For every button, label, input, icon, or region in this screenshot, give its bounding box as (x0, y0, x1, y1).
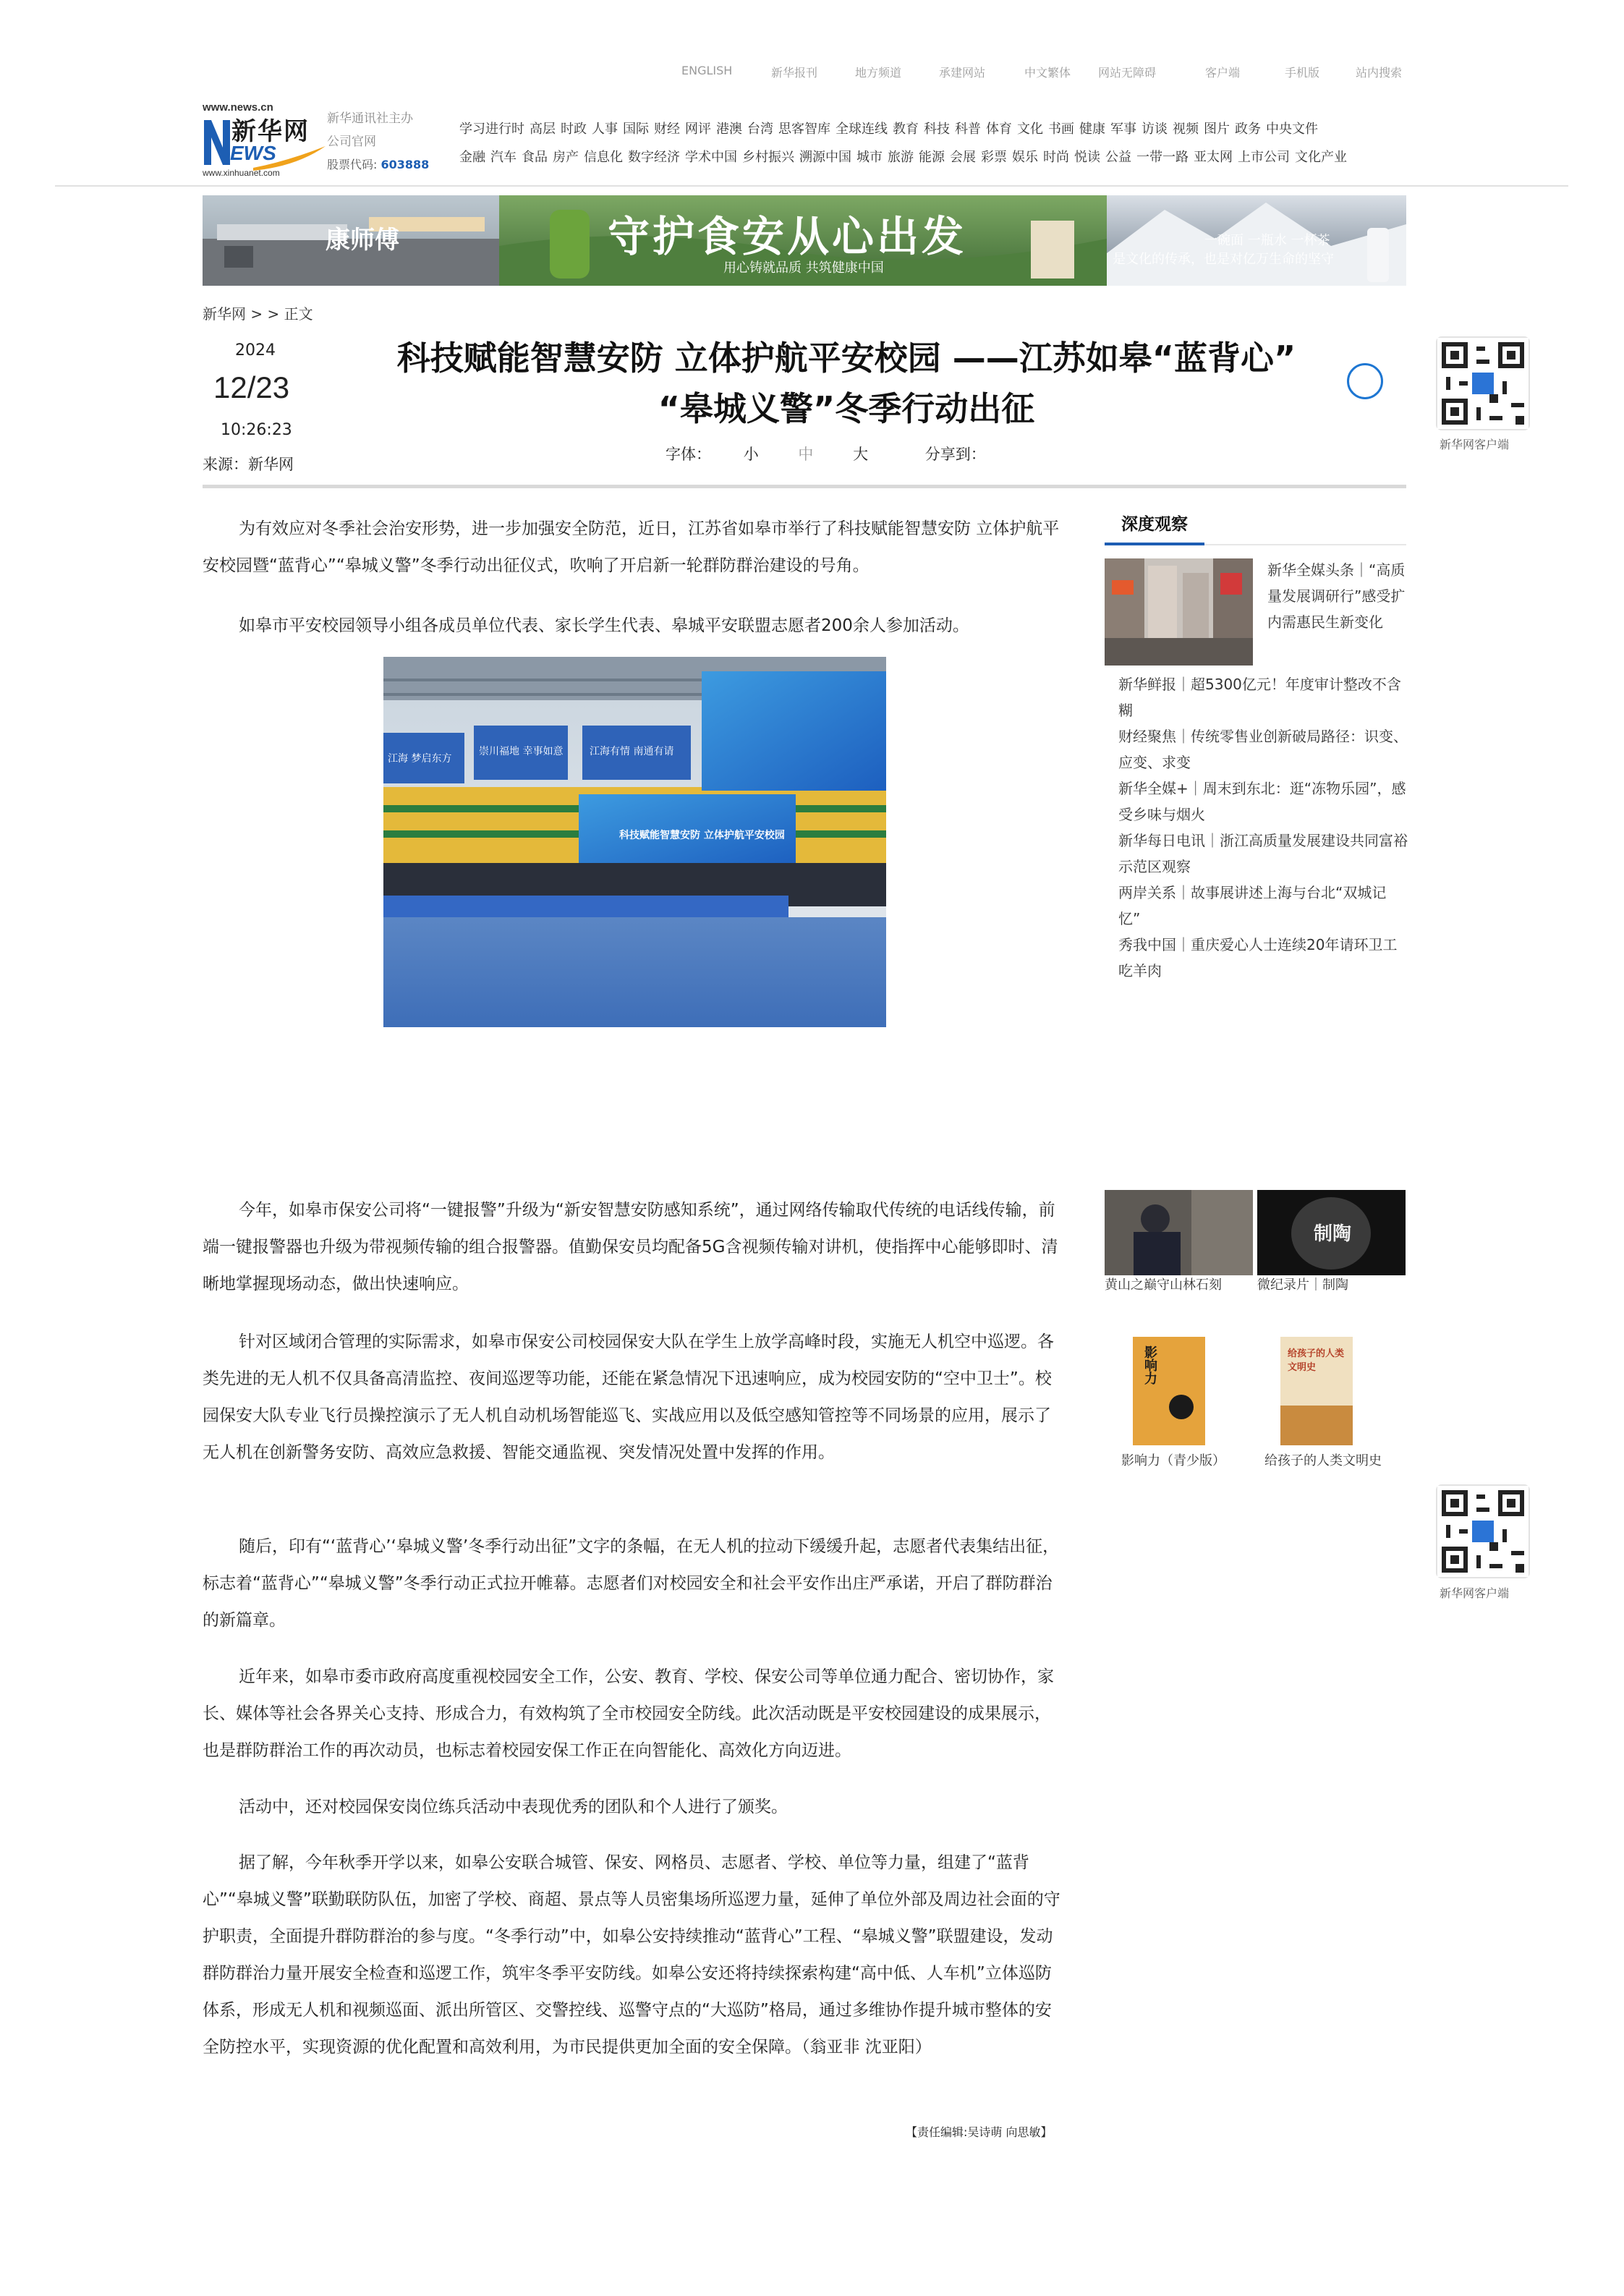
nav-item[interactable]: 房产 (553, 150, 579, 165)
article-paragraph: 今年，如皋市保安公司将“一键报警”升级为“新安智慧安防感知系统”，通过网络传输取代传统的电话线传输，前端一键报警器也升级为带视频传输的组合报警器。值勤保安员均配备5G含视频传输对讲机，使指挥中心能够即时、清晰地掌握现场动态，做出快速响应。 (203, 1201, 1058, 1293)
nav-item[interactable]: 文化产业 (1295, 150, 1347, 165)
util-link-traditional[interactable]: 中文繁体 (1024, 66, 1071, 80)
logo-swoosh (253, 146, 326, 171)
book-cover-title: 影响力 (1142, 1345, 1157, 1385)
nav-item[interactable]: 城市 (856, 150, 883, 165)
article-paragraph: 近年来，如皋市委市政府高度重视校园安全工作，公安、教育、学校、保安公司等单位通力配合、密切协作，家长、媒体等社会各界关心支持、形成合力，有效构筑了全市校园安全防线。此次活动既是平安校园建设的成果展示，也是群防群治工作的再次动员，也标志着校园安保工作正在向智能化、高效化方向迈进。 (203, 1667, 1054, 1760)
nav-item[interactable]: 政务 (1235, 122, 1261, 137)
nav-item[interactable]: 食品 (522, 150, 548, 165)
sidebar-header (1105, 506, 1406, 545)
font-size-tools (666, 443, 986, 464)
nav-item[interactable]: 娱乐 (1012, 150, 1038, 165)
nav-item[interactable]: 溯源中国 (799, 150, 851, 165)
article-paragraph: 据了解，今年秋季开学以来，如皋公安联合城管、保安、网格员、志愿者、学校、单位等力量，组建了“蓝背心”“皋城义警”联勤联防队伍，加密了学校、商超、景点等人员密集场所巡逻力量，延伸了单位外部及周边社会面的守护职责，全面提升群防群治的参与度。“冬季行动”中，如皋公安持续推动“蓝背心”工程、“皋城义警”联盟建设，发动群防群治力量开展安全检查和巡逻工作，筑牢冬季平安防线。如皋公安还将持续探索构建“高中低、人车机”立体巡防体系，形成无人机和视频巡面、派出所管区、交警控线、巡警守点的“大巡防”格局，通过多维协作提升城市整体的安全防控水平，实现资源的优化配置和高效利用，为市民提供更加全面的安全保障。（翁亚非 沈亚阳） (203, 1853, 1060, 2057)
date-month-day: 12/23 (213, 370, 290, 404)
nav-item[interactable]: 文化 (1017, 122, 1043, 137)
sidebar-list-item[interactable]: 新华每日电讯｜浙江高质量发展建设共同富裕示范区观察 (1118, 832, 1408, 875)
video-caption[interactable]: 黄山之巅守山林石刻 (1105, 1277, 1222, 1293)
nav-item[interactable]: 信息化 (584, 150, 623, 165)
qr-code-icon[interactable] (1436, 336, 1530, 430)
nav-item[interactable]: 能源 (919, 150, 945, 165)
sidebar-list (1118, 671, 1408, 984)
nav-item[interactable]: 健康 (1079, 122, 1105, 137)
nav-item[interactable]: 一带一路 (1136, 150, 1189, 165)
header-divider (55, 185, 1568, 187)
nav-item[interactable]: 高层 (530, 122, 556, 137)
logo-n-mark (203, 114, 231, 166)
main-nav-row2 (459, 147, 1352, 166)
qr-label: 新华网客户端 (1440, 1586, 1510, 1600)
video-overlay-text: 制陶 (1314, 1223, 1352, 1245)
nav-item[interactable]: 教育 (893, 122, 919, 137)
title-divider (203, 485, 1406, 488)
sidebar-list-item[interactable]: 两岸关系｜故事展讲述上海与台北“双城记忆” (1118, 884, 1387, 927)
book-cover[interactable] (1280, 1337, 1353, 1445)
video-thumb[interactable] (1105, 1190, 1253, 1275)
sidebar-tab-deep[interactable]: 深度观察 (1105, 506, 1204, 545)
nav-item[interactable]: 视频 (1173, 122, 1199, 137)
org-line2: 公司官网 (327, 135, 376, 149)
logo-ews: EWS (230, 142, 276, 164)
video-art (1105, 1190, 1253, 1275)
nav-item[interactable]: 学术中国 (685, 150, 737, 165)
article-source: 来源：新华网 (203, 456, 294, 473)
nav-item[interactable]: 会展 (950, 150, 976, 165)
banner-slogan-sub: 用心铸就品质 共筑健康中国 (723, 260, 884, 276)
photo-board: 崇川福地 幸事如意 (479, 746, 564, 757)
title-line1: 科技赋能智慧安防 立体护航平安校园 ——江苏如皋“蓝背心” (396, 339, 1296, 378)
nav-item[interactable]: 访谈 (1142, 122, 1168, 137)
date-year: 2024 (235, 341, 276, 360)
logo-url-bottom: www.xinhuanet.com (203, 168, 280, 178)
nav-item[interactable]: 国际 (623, 122, 649, 137)
article-photo (383, 657, 886, 1027)
sidebar-list-item[interactable]: 新华全媒+｜周末到东北：逛“冻物乐园”，感受乡味与烟火 (1118, 780, 1406, 823)
nav-item[interactable]: 时政 (561, 122, 587, 137)
font-large-button[interactable]: 大 (853, 446, 869, 463)
qr-pattern (1437, 1486, 1529, 1577)
panda-icon (1169, 1395, 1194, 1419)
video-thumb[interactable] (1257, 1190, 1406, 1275)
util-link-accessibility[interactable]: 网站无障碍 (1098, 66, 1157, 80)
title-line2: “皋城义警”冬季行动出征 (658, 389, 1035, 428)
font-label: 字体： (666, 446, 711, 463)
nav-item[interactable]: 悦读 (1074, 150, 1100, 165)
nav-item[interactable]: 彩票 (981, 150, 1007, 165)
article-paragraph: 随后，印有“‘蓝背心’‘皋城义警’冬季行动出征”文字的条幅，在无人机的拉动下缓缓升起，志愿者代表集结出征，标志着“蓝背心”“皋城义警”冬季行动正式拉开帷幕。志愿者们对校园安全和社会平安作出庄严承诺，开启了群防群治的新篇章。 (203, 1537, 1060, 1630)
nav-item[interactable]: 书画 (1048, 122, 1074, 137)
banner-right-line1: 一碗面 一瓶水 一杯茶 (1204, 233, 1330, 248)
nav-item[interactable]: 汽车 (490, 150, 516, 165)
sidebar-featured-link[interactable]: 新华全媒头条｜“高质量发展调研行”感受扩内需惠民生新变化 (1267, 561, 1406, 631)
util-link-english[interactable]: ENGLISH (681, 64, 733, 77)
sidebar-featured-image[interactable] (1105, 558, 1253, 666)
qr-pattern (1437, 338, 1529, 429)
nav-item[interactable]: 科普 (955, 122, 981, 137)
share-label: 分享到： (924, 446, 986, 463)
sidebar-list-item[interactable]: 秀我中国｜重庆爱心人士连续20年请环卫工吃羊肉 (1118, 936, 1398, 979)
banner-slogan: 守护食安从心出发 (608, 212, 967, 261)
nav-item[interactable]: 台湾 (747, 122, 773, 137)
stock-code: 股票代码: 603888 (327, 158, 430, 171)
editor-credit: 【责任编辑:吴诗萌 向思敏】 (906, 2125, 1053, 2139)
nav-item[interactable]: 全球连线 (836, 122, 888, 137)
nav-item[interactable]: 图片 (1204, 122, 1230, 137)
main-nav-row1 (459, 119, 1323, 137)
banner-right-line2: 是文化的传承，也是对亿万生命的坚守 (1113, 252, 1334, 267)
nav-item[interactable]: 科技 (924, 122, 950, 137)
nav-item[interactable]: 体育 (986, 122, 1012, 137)
util-link-local[interactable]: 地方频道 (855, 66, 902, 80)
util-link-mobile[interactable]: 手机版 (1285, 66, 1320, 80)
video-caption[interactable]: 微纪录片｜制陶 (1257, 1277, 1348, 1293)
util-link-newspapers[interactable]: 新华报刊 (771, 66, 818, 80)
circle-icon[interactable] (1347, 363, 1383, 399)
nav-item[interactable]: 数字经济 (628, 150, 680, 165)
qr-code-icon[interactable] (1436, 1484, 1530, 1578)
article-paragraph: 为有效应对冬季社会治安形势，进一步加强安全防范，近日，江苏省如皋市举行了科技赋能智慧安防 立体护航平安校园暨“蓝背心”“皋城义警”冬季行动出征仪式，吹响了开启新一轮群防群治建设的号角。 (203, 519, 1060, 575)
book-cover-title: 给孩子的人类文明史 (1288, 1348, 1345, 1373)
nav-item[interactable]: 公益 (1105, 150, 1131, 165)
nav-item[interactable]: 上市公司 (1238, 150, 1290, 165)
org-info (327, 107, 429, 177)
nav-item[interactable]: 中央文件 (1266, 122, 1318, 137)
nav-item[interactable]: 亚太网 (1194, 150, 1233, 165)
sidebar-list-item[interactable]: 新华鲜报｜超5300亿元！年度审计整改不含糊 (1118, 676, 1401, 719)
nav-item[interactable]: 旅游 (888, 150, 914, 165)
util-link-client[interactable]: 客户端 (1205, 66, 1241, 80)
nav-item[interactable]: 思客智库 (778, 122, 830, 137)
book-cover[interactable] (1133, 1337, 1205, 1445)
site-logo[interactable] (203, 101, 326, 181)
nav-item[interactable]: 人事 (592, 122, 618, 137)
banner-brand-left: 康师傅 (326, 226, 399, 255)
org-line1: 新华通讯社主办 (327, 111, 413, 126)
book-caption[interactable]: 影响力（青少版） (1121, 1453, 1225, 1468)
nav-item[interactable]: 港澳 (716, 122, 742, 137)
date-time: 10:26:23 (221, 421, 292, 439)
book-cover-art (1280, 1406, 1353, 1445)
book-caption[interactable]: 给孩子的人类文明史 (1264, 1453, 1382, 1468)
font-small-button[interactable]: 小 (743, 446, 759, 463)
photo-banner-text: 科技赋能智慧安防 立体护航平安校园 (619, 830, 785, 841)
nav-item[interactable]: 军事 (1110, 122, 1136, 137)
util-link-search[interactable]: 站内搜索 (1356, 66, 1403, 80)
nav-item[interactable]: 财经 (654, 122, 680, 137)
util-link-sites[interactable]: 承建网站 (939, 66, 986, 80)
banner-ad[interactable] (203, 195, 1406, 286)
utility-bar (681, 64, 1405, 85)
photo-board: 江海有情 南通有请 (590, 746, 674, 757)
article-title (340, 333, 1353, 434)
nav-item[interactable]: 网评 (685, 122, 711, 137)
sidebar-list-item[interactable]: 财经聚焦｜传统零售业创新破局路径：识变、应变、求变 (1118, 728, 1408, 771)
logo-url-top: www.news.cn (203, 101, 273, 114)
qr-label: 新华网客户端 (1440, 438, 1510, 451)
nav-item[interactable]: 时尚 (1043, 150, 1069, 165)
featured-art (1105, 558, 1253, 666)
nav-item[interactable]: 金融 (459, 150, 485, 165)
logo-name: 新华网 (231, 117, 310, 146)
article-paragraph: 针对区域闭合管理的实际需求，如皋市保安公司校园保安大队在学生上放学高峰时段，实施无人机空中巡逻。各类先进的无人机不仅具备高清监控、夜间巡逻等功能，还能在紧急情况下迅速响应，成为校园安防的“空中卫士”。校园保安大队专业飞行员操控演示了无人机自动机场智能巡飞、实战应用以及低空感知管控等不同场景的应用，展示了无人机在创新警务安防、高效应急救援、智能交通监视、突发情况处置中发挥的作用。 (203, 1332, 1054, 1462)
photo-art (383, 657, 886, 1027)
breadcrumb[interactable]: 新华网 > > 正文 (203, 305, 313, 323)
font-medium-button[interactable]: 中 (798, 446, 814, 463)
photo-board: 江海 梦启东方 (388, 753, 452, 765)
nav-item[interactable]: 学习进行时 (459, 122, 524, 137)
nav-item[interactable]: 乡村振兴 (742, 150, 794, 165)
article-paragraph: 如皋市平安校园领导小组各成员单位代表、家长学生代表、皋城平安联盟志愿者200余人参加活动。 (239, 616, 969, 635)
article-paragraph: 活动中，还对校园保安岗位练兵活动中表现优秀的团队和个人进行了颁奖。 (239, 1798, 788, 1816)
